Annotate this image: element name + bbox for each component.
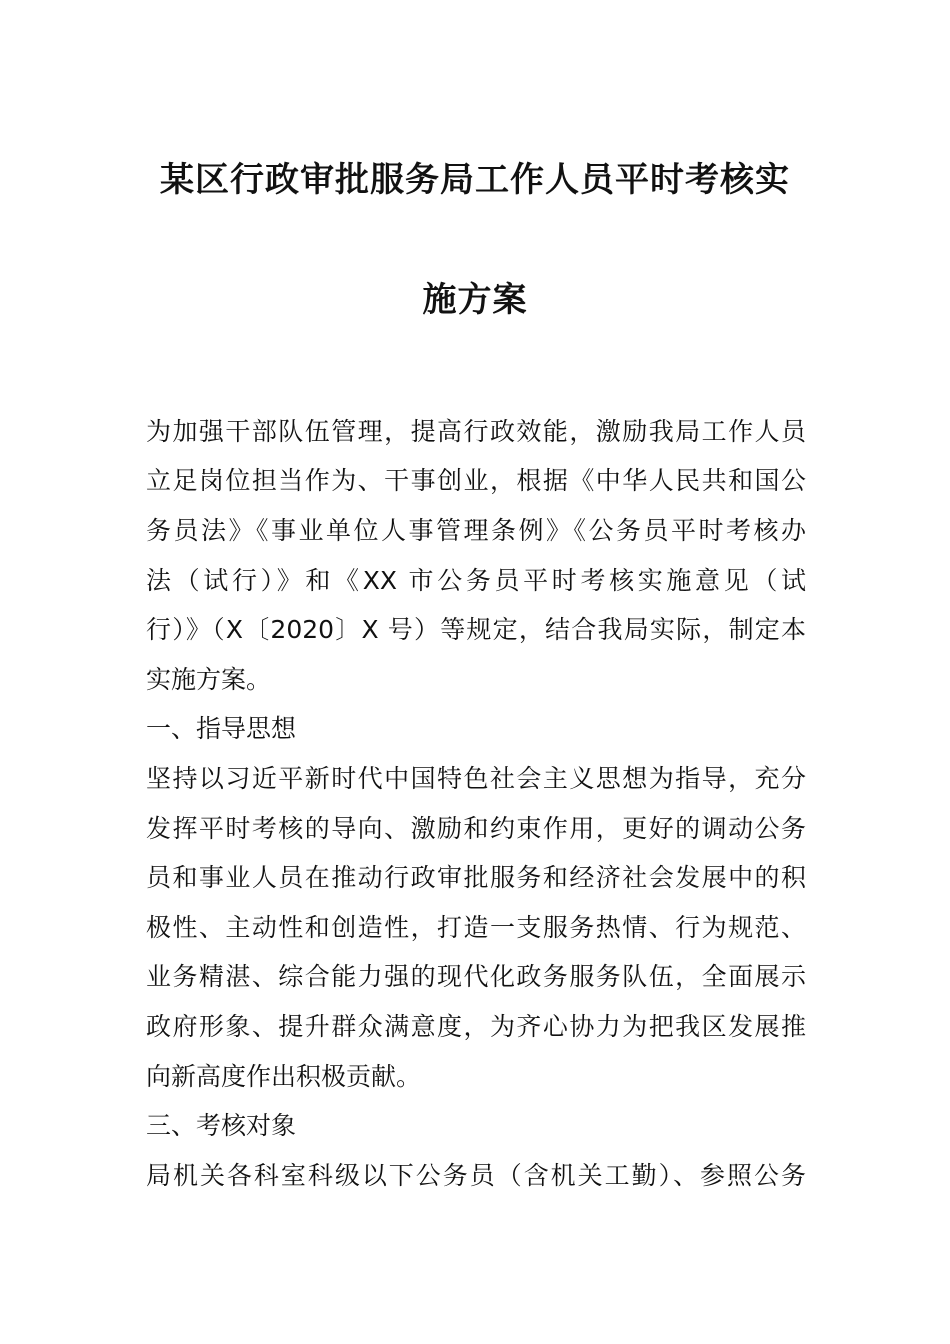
document-title-line-1: 某区行政审批服务局工作人员平时考核实: [160, 160, 790, 200]
section1-line-2: 发挥平时考核的导向、激励和约束作用，更好的调动公务: [146, 814, 806, 843]
intro-line-5: 行）》（X〔2020〕X 号）等规定，结合我局实际，制定本: [146, 615, 806, 644]
section1-line-3: 员和事业人员在推动行政审批服务和经济社会发展中的积: [146, 863, 806, 892]
section1-line-6: 政府形象、提升群众满意度，为齐心协力为把我区发展推: [146, 1012, 806, 1041]
section1-line-7: 向新高度作出积极贡献。: [146, 1062, 422, 1091]
intro-line-2: 立足岗位担当作为、干事创业，根据《中华人民共和国公: [146, 466, 806, 495]
intro-line-4: 法（试行）》和《XX 市公务员平时考核实施意见（试: [146, 566, 806, 595]
section3-line-1: 局机关各科室科级以下公务员（含机关工勤）、参照公务: [146, 1161, 806, 1190]
intro-line-6: 实施方案。: [146, 665, 272, 694]
section1-line-1: 坚持以习近平新时代中国特色社会主义思想为指导，充分: [146, 764, 806, 793]
document-title-line-2: 施方案: [422, 280, 528, 320]
section1-line-4: 极性、主动性和创造性，打造一支服务热情、行为规范、: [146, 913, 806, 942]
section1-line-5: 业务精湛、综合能力强的现代化政务服务队伍，全面展示: [146, 962, 806, 991]
section-heading-guiding-ideology: 一、指导思想: [146, 714, 297, 743]
section-heading-assessment-targets: 三、考核对象: [146, 1111, 297, 1140]
intro-line-3: 务员法》《事业单位人事管理条例》《公务员平时考核办: [146, 516, 806, 545]
intro-line-1: 为加强干部队伍管理，提高行政效能，激励我局工作人员: [146, 417, 806, 446]
